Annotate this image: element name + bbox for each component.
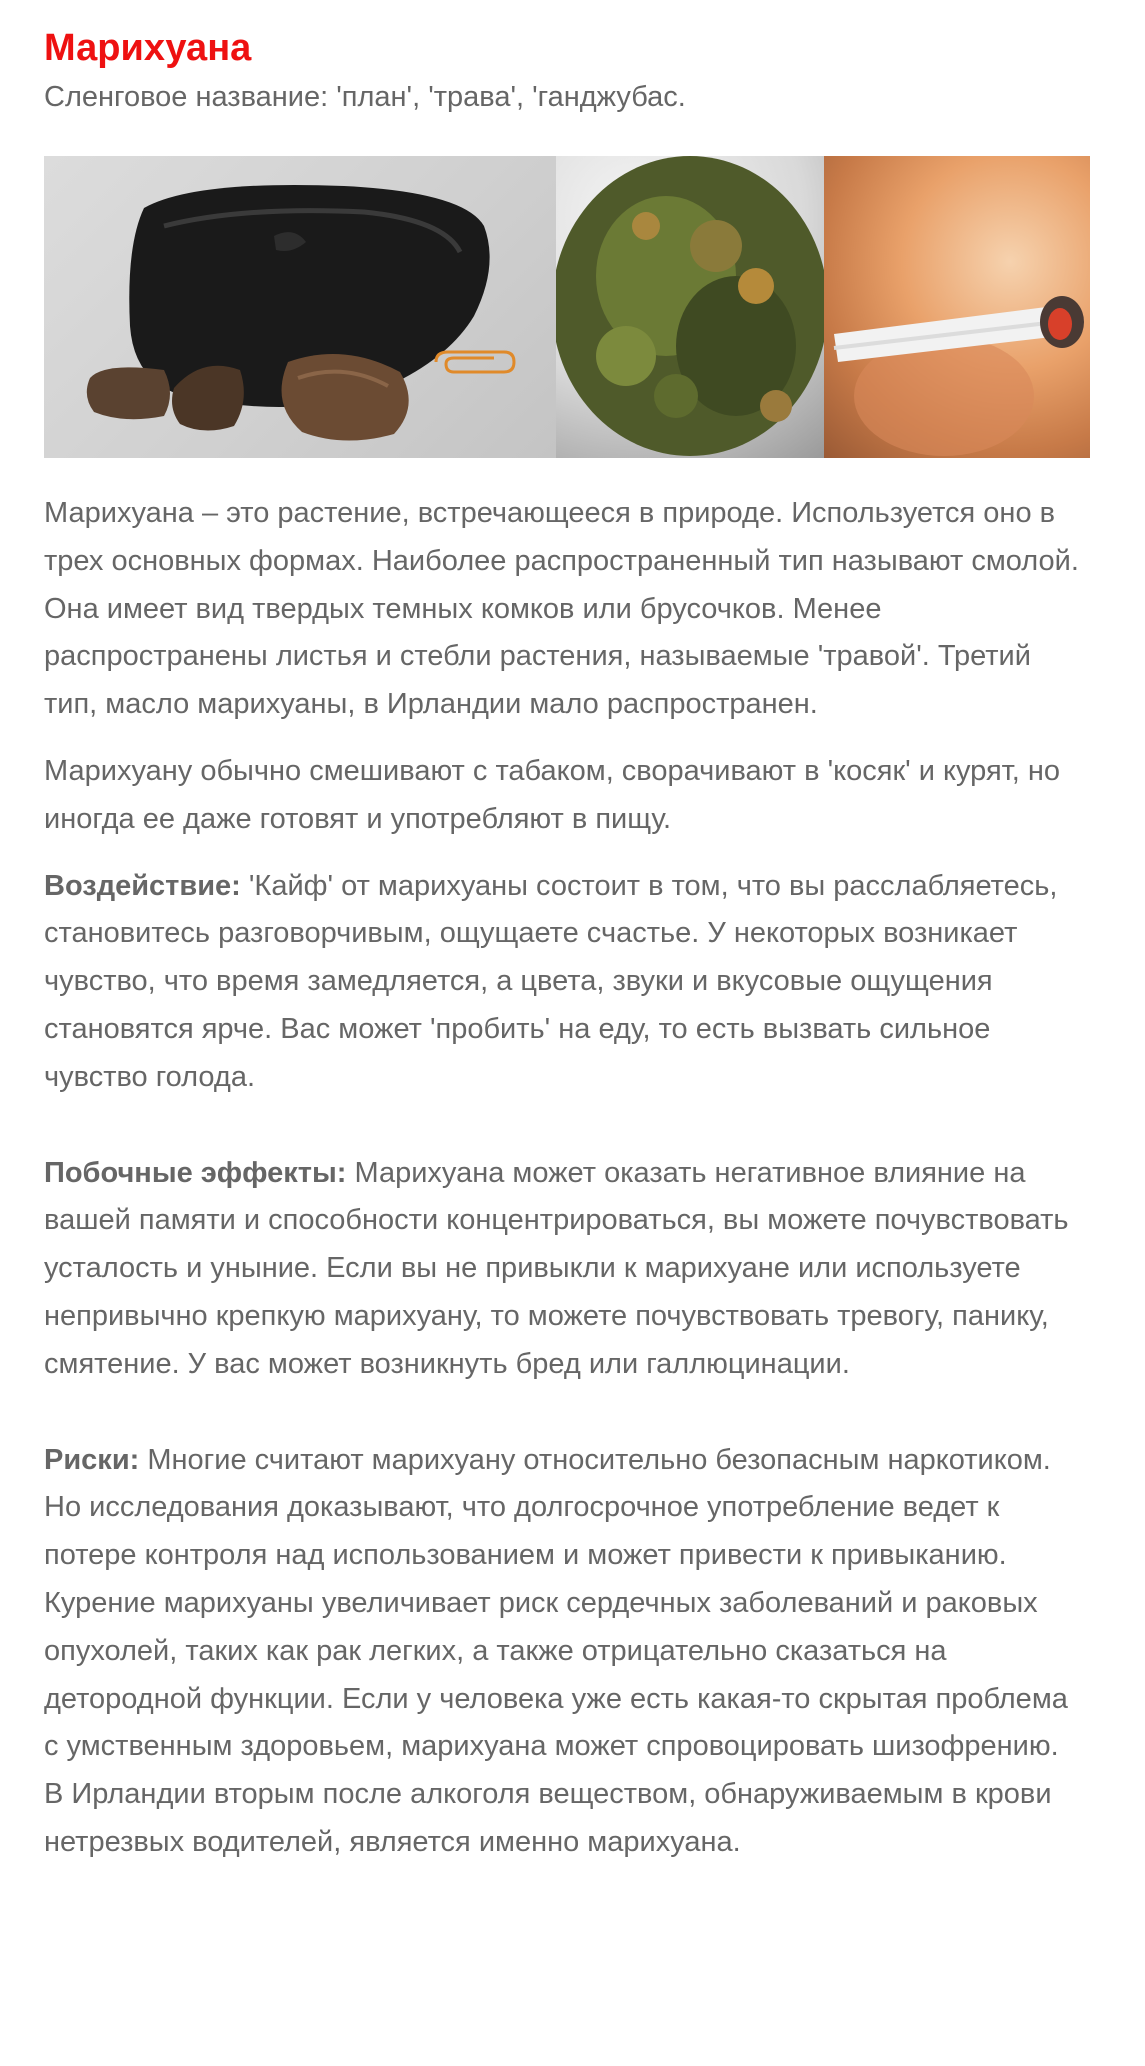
page-title: Марихуана	[44, 27, 252, 69]
slang-names: Сленговое название: 'план', 'трава', 'ганджубас.	[44, 81, 686, 113]
risks-label: Риски:	[44, 1443, 140, 1476]
effects-paragraph	[44, 863, 1084, 1102]
article-body	[44, 490, 1084, 1886]
risks-paragraph	[44, 1437, 1084, 1867]
side-effects-paragraph	[44, 1150, 1084, 1389]
side-effects-text: Марихуана может оказать негативное влияние на вашей памяти и способности концентрироваться, вы можете почувствовать усталость и уныние. Если вы не привыкли к марихуане или используете непривычно крепкую марихуану, то можете почувствовать тревогу, панику, смятение. У вас может возникнуть бред или галлюцинации.	[44, 1156, 1069, 1380]
side-effects-label: Побочные эффекты:	[44, 1156, 347, 1189]
smoking-joint-image	[824, 156, 1090, 458]
cannabis-bud-image	[556, 156, 824, 458]
article	[44, 22, 1084, 1858]
intro-paragraph: Марихуана – это растение, встречающееся в природе. Используется оно в трех основных формах. Наиболее распространенный тип называют смолой. Она имеет вид твердых темных комков или брусочков. Менее распространены листья и стебли растения, называемые 'травой'. Третий тип, масло марихуаны, в Ирландии мало распространен.	[44, 497, 1079, 721]
effects-text: 'Кайф' от марихуаны состоит в том, что вы расслабляетесь, становитесь разговорчивым, ощущаете счастье. У некоторых возникает чувство, что время замедляется, а цвета, звуки и вкусовые ощущения становятся ярче. Вас может 'пробить' на еду, то есть вызвать сильное чувство голода.	[44, 869, 1058, 1093]
hashish-blocks-image	[44, 156, 556, 458]
usage-paragraph: Марихуану обычно смешивают с табаком, сворачивают в 'косяк' и курят, но иногда ее даже готовят и употребляют в пищу.	[44, 754, 1061, 835]
photo-banner	[44, 156, 1090, 458]
effects-label: Воздействие:	[44, 869, 241, 902]
risks-text: Многие считают марихуану относительно безопасным наркотиком. Но исследования доказывают, что долгосрочное употребление ведет к потере контроля над использованием и может привести к привыканию. Курение марихуаны увеличивает риск сердечных заболеваний и раковых опухолей, таких как рак легких, а также отрицательно сказаться на детородной функции. Если у человека уже есть какая-то скрытая проблема с умственным здоровьем, марихуана может спровоцировать шизофрению. В Ирландии вторым после алкоголя веществом, обнаруживаемым в крови нетрезвых водителей, является именно марихуана.	[44, 1443, 1068, 1858]
